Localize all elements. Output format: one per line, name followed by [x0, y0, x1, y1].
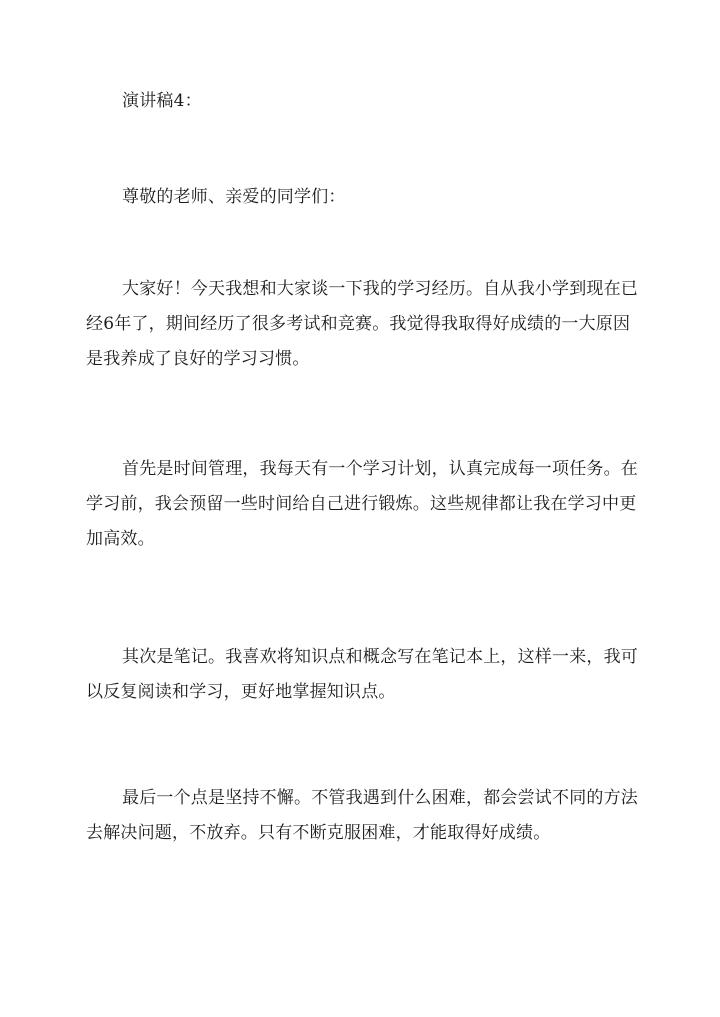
paragraph-1 [86, 272, 636, 377]
paragraph-line: 加高效。 [86, 529, 155, 549]
paragraph-line: 最后一个点是坚持不懈。不管我遇到什么困难，都会尝试不同的方法 [122, 788, 638, 808]
paragraph-line: 首先是时间管理，我每天有一个学习计划，认真完成每一项任务。在 [122, 459, 638, 479]
speech-heading [86, 84, 636, 119]
paragraph-line: 学习前，我会预留一些时间给自己进行锻炼。这些规律都让我在学习中更 [86, 494, 637, 514]
salutation [86, 180, 636, 215]
speech-heading-text: 演讲稿4： [122, 91, 202, 111]
paragraph-line: 经6年了，期间经历了很多考试和竞赛。我觉得我取得好成绩的一大原因 [86, 314, 631, 334]
paragraph-line: 去解决问题，不放弃。只有不断克服困难，才能取得好成绩。 [86, 823, 551, 843]
paragraph-line: 以反复阅读和学习，更好地掌握知识点。 [86, 682, 396, 702]
salutation-text: 尊敬的老师、亲爱的同学们： [122, 187, 346, 207]
paragraph-line: 是我养成了良好的学习习惯。 [86, 349, 310, 369]
paragraph-4 [86, 781, 636, 851]
paragraph-line: 大家好！今天我想和大家谈一下我的学习经历。自从我小学到现在已 [122, 279, 638, 299]
paragraph-3 [86, 640, 636, 710]
paragraph-line: 其次是笔记。我喜欢将知识点和概念写在笔记本上，这样一来，我可 [122, 647, 638, 667]
paragraph-2 [86, 452, 636, 557]
